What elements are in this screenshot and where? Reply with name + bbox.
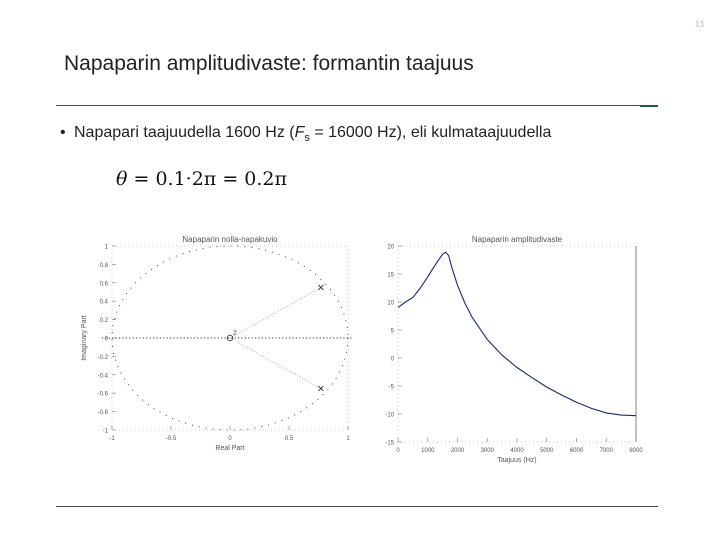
pz-x-tick-label: -0.5 <box>165 436 177 442</box>
pz-title: Napaparin nolla-napakuvio <box>182 235 278 244</box>
pz-y-tick-label: 0.2 <box>99 318 108 325</box>
amp-y-tick-label: -10 <box>385 412 394 419</box>
amp-x-tick-label: 8000 <box>629 448 643 454</box>
pz-ylabel: Imaginary Part <box>81 315 88 361</box>
bullet-text-after: = 16000 Hz), eli kulmataajuudella <box>309 124 552 141</box>
pz-y-tick-label: 1 <box>104 244 108 251</box>
pz-x-tick-label: -1 <box>109 436 115 442</box>
amp-y-tick-label: -15 <box>385 440 394 447</box>
formula <box>116 168 287 190</box>
pz-x-tick-label: 1 <box>346 436 350 442</box>
amp-x-tick-label: 5000 <box>540 448 554 454</box>
pz-xlabel: Real Part <box>215 445 245 452</box>
pz-x-tick-label: 0 <box>228 436 232 442</box>
pz-y-tick-label: -0.6 <box>97 391 108 398</box>
amp-y-tick-label: 0 <box>390 356 394 363</box>
amp-x-tick-label: 4000 <box>510 448 524 454</box>
amp-y-tick-label: -5 <box>388 384 394 391</box>
pz-pole-marker <box>318 386 323 391</box>
formula-rest: = 0.1·2π = 0.2π <box>127 168 287 190</box>
pz-y-tick-label: 0 <box>104 336 108 343</box>
pz-x-tick-label: 0.5 <box>284 436 294 442</box>
title-rule <box>56 105 640 106</box>
amp-x-tick-label: 2000 <box>450 448 465 454</box>
amp-axes-box <box>398 246 636 442</box>
amp-response-curve <box>398 252 636 416</box>
pole-zero-plot <box>76 232 356 464</box>
bottom-rule <box>56 506 658 507</box>
formula-theta: θ <box>116 168 128 190</box>
bullet-text-before: Napapari taajuudella 1600 Hz ( <box>74 124 295 141</box>
pz-pole-marker <box>318 285 323 290</box>
amp-title: Napaparin amplitudivaste <box>471 235 563 244</box>
amplitude-response-plot <box>372 232 652 464</box>
pz-y-tick-label: -0.2 <box>97 354 108 361</box>
amp-x-tick-label: 6000 <box>569 448 584 454</box>
pz-zero-multiplicity: 2 <box>233 330 237 337</box>
pz-y-tick-label: -0.4 <box>97 373 108 380</box>
amp-x-tick-label: 7000 <box>599 448 613 454</box>
bullet-item <box>60 124 551 142</box>
pz-pole-ray <box>230 287 321 338</box>
fs-subscript: s <box>304 132 310 144</box>
amp-x-tick-label: 1000 <box>421 448 435 454</box>
slide-title: Napaparin amplitudivaste: formantin taajuus <box>64 52 474 75</box>
pz-y-tick-label: -1 <box>102 428 108 435</box>
title-accent <box>640 105 658 107</box>
pz-y-tick-label: 0.6 <box>99 281 108 288</box>
pz-y-tick-label: -0.8 <box>97 410 108 417</box>
page-number: 13 <box>695 20 704 29</box>
amp-y-tick-label: 15 <box>387 272 394 279</box>
pz-y-tick-label: 0.4 <box>99 299 108 306</box>
amp-y-tick-label: 20 <box>387 244 394 251</box>
fs-symbol: F <box>294 124 305 141</box>
bullet-marker: • <box>60 124 66 141</box>
amp-x-tick-label: 3000 <box>480 448 494 454</box>
pz-y-tick-label: 0.8 <box>99 262 108 269</box>
amp-xlabel: Taajuus (Hz) <box>497 457 537 464</box>
pz-pole-ray <box>230 338 321 389</box>
amp-y-tick-label: 10 <box>387 300 394 307</box>
amp-y-tick-label: 5 <box>390 328 394 335</box>
amp-x-tick-label: 0 <box>396 448 400 454</box>
